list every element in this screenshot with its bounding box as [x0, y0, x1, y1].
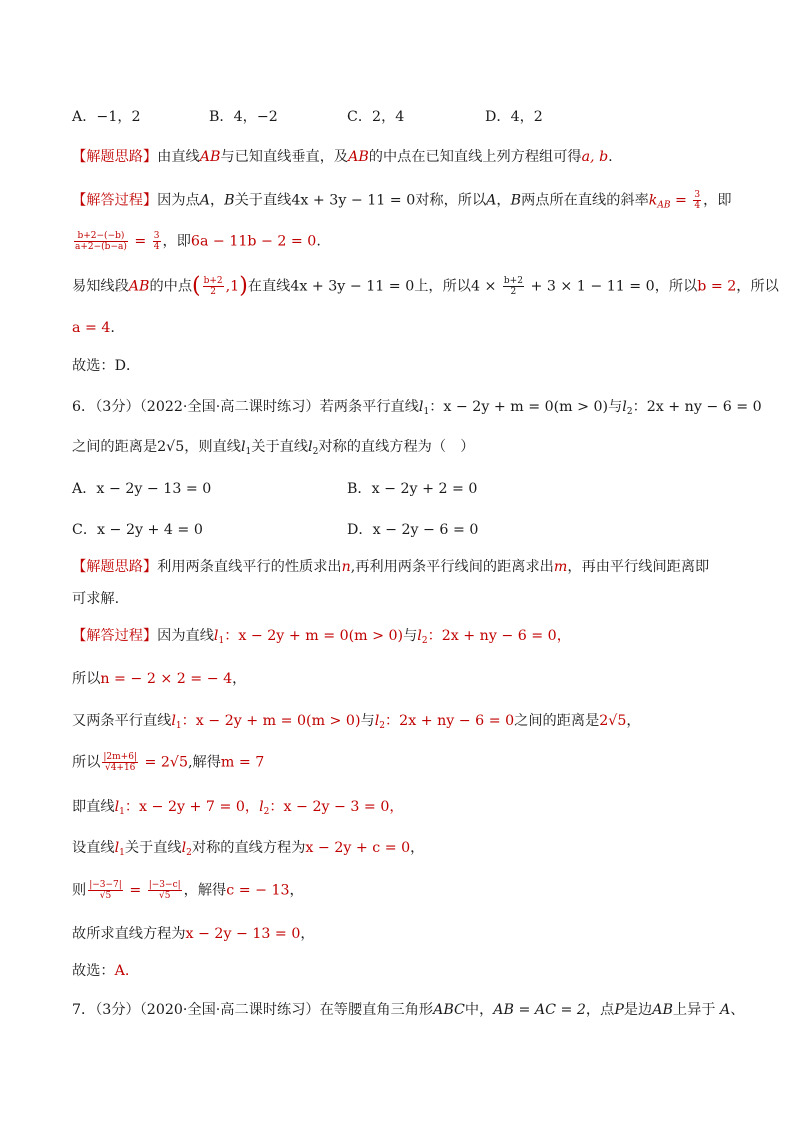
q7-stem-text: 中，: [464, 1002, 494, 1018]
q6-text: 与: [360, 713, 375, 729]
q5-idea-vars: a, b: [581, 149, 609, 165]
q5-option-c: C．2，4: [347, 109, 405, 125]
q6-text: 则: [72, 882, 87, 899]
q6-process-line-5: 即直线$l_1$：x − 2y + 7 = 0，$l_2$：x − 2y − 3 = 0，: [72, 799, 404, 817]
q5-text: ，: [209, 192, 225, 209]
q6-text: 与: [403, 628, 418, 644]
q6-process-tag: 【解答过程】: [72, 628, 158, 644]
q6-text: 关于直线: [124, 840, 182, 856]
q6-idea-m: m: [553, 559, 568, 575]
q7-stem-text: 、: [730, 1002, 745, 1018]
q6-idea-text: 利用两条直线平行的性质求出: [157, 559, 342, 575]
q6-text: ，: [289, 882, 304, 899]
q6-process-line-7: [72, 880, 304, 901]
q6-line-l1: l: [418, 399, 424, 415]
q5-text: .: [316, 233, 321, 250]
q5-option-a: A．−1，2: [72, 109, 141, 125]
q5-idea-text: 由直线: [157, 149, 200, 165]
q6-process-line-6: 设直线$l_1$关于直线$l_2$对称的直线方程为x − 2y + c = 0，: [72, 840, 425, 858]
q5-idea-text: 的中点在已知直线上列方程组可得: [368, 149, 582, 165]
q6-process-line-1: 【解答过程】因为直线$l_1$：x − 2y + m = 0(m > 0)与$l_2$：2x + ny − 6 = 0，: [72, 628, 571, 646]
q6-fraction: $\frac{|-3-7|}{√5}$: [89, 880, 122, 901]
q5-process-line-2: [72, 231, 321, 252]
q7-eq: AB = AC = 2: [493, 1002, 586, 1018]
q6-option-a: A．x − 2y − 13 = 0: [72, 481, 212, 497]
q6-text: 又两条平行直线: [72, 713, 172, 729]
q5-ab: AB: [128, 278, 150, 295]
q6-idea-tag: 【解题思路】: [72, 559, 158, 575]
q6-option-b: B．x − 2y + 2 = 0: [347, 481, 478, 497]
q5-idea-text: 与已知直线垂直，及: [220, 149, 349, 165]
q6-text: 对称的直线方程为: [191, 840, 306, 856]
q7-stem-text: 是边: [623, 1002, 653, 1018]
q6-text: 所以: [72, 671, 101, 687]
q6-option-c: C．x − 2y + 4 = 0: [72, 522, 203, 538]
q5-fraction: $\frac{b+2}{2}$: [503, 276, 523, 297]
q6-eq: x − 2y − 13 = 0: [185, 926, 301, 942]
q5-solution-idea: [72, 147, 613, 167]
q6-idea-n: n: [341, 559, 351, 575]
q5-a-value-line: [72, 318, 115, 338]
q6-distance: 2√5: [599, 713, 627, 729]
q6-answer: 故选：A.: [72, 963, 130, 979]
q6-stem-text: 6．（3分）（2022·全国·高二课时练习）若两条平行直线: [72, 399, 419, 415]
q6-eq: ：2x + ny − 6 = 0，: [427, 628, 571, 644]
q5-idea-ab: AB: [199, 149, 221, 165]
q5-text: 在直线4x + 3y − 11 = 0上，所以4 ×: [247, 278, 501, 295]
q6-text: ，: [410, 840, 425, 856]
q6-solution-idea: [72, 557, 709, 577]
q6-text: ，: [232, 671, 247, 687]
q6-option-d: D．x − 2y − 6 = 0: [347, 522, 479, 538]
q6-c-value: c = − 13: [226, 882, 290, 899]
q5-var: A: [486, 192, 497, 209]
q6-stem-line-1: 6．（3分）（2022·全国·高二课时练习）若两条平行直线$l_1$：x − 2y + m = 0(m > 0)与$l_2$：2x + ny − 6 = 0: [72, 399, 762, 417]
q6-stem-text: ：2x + ny − 6 = 0: [632, 399, 762, 415]
q5-eq: =: [129, 233, 151, 250]
q5-process-tag: 【解答过程】: [72, 192, 158, 209]
q5-text: 因为点: [157, 192, 200, 209]
q6-eq: ：x − 2y + m = 0(m > 0): [224, 628, 404, 644]
q5-text: ，即: [162, 233, 191, 250]
q5-answer: 故选：D．: [72, 358, 141, 374]
q6-eq: ：x − 2y + m = 0(m > 0): [181, 713, 361, 729]
q5-option-d: D．4，2: [485, 109, 543, 125]
q6-stem-text: 之间的距离是2√5，则直线: [72, 439, 241, 455]
q6-text: 即直线: [72, 799, 115, 815]
q7-stem: [72, 1000, 744, 1020]
q5-text: .: [110, 320, 115, 336]
q6-text: 所以: [72, 754, 101, 771]
q6-text: 设直线: [72, 840, 115, 856]
q6-process-line-8: [72, 924, 315, 944]
q6-m-value: m = 7: [220, 754, 265, 771]
q5-idea-ab: AB: [348, 149, 369, 165]
q5-text: + 3 × 1 − 11 = 0，所以: [525, 278, 698, 295]
q5-slope: k: [648, 192, 658, 209]
q7-triangle: ABC: [433, 1002, 465, 1018]
q5-fraction: $\frac{3}{4}$: [694, 190, 701, 211]
q7-stem-text: ，点: [585, 1002, 615, 1018]
q5-a-value: a = 4: [72, 320, 111, 336]
q5-fraction: $\frac{3}{4}$: [153, 231, 160, 252]
q5-var: B: [224, 192, 235, 209]
q6-text: ,解得: [188, 754, 221, 771]
q6-text: 故所求直线方程为: [72, 926, 186, 942]
q6-text: 之间的距离是: [514, 713, 600, 729]
q6-idea-text: ,再利用两条平行线间的距离求出: [350, 559, 554, 575]
q5-var: B: [510, 192, 522, 209]
q5-idea-tag: 【解题思路】: [72, 149, 158, 165]
q6-eq: ：2x + ny − 6 = 0: [384, 713, 515, 729]
q5-text: 的中点: [149, 278, 193, 295]
q6-eq: ：x − 2y − 3 = 0，: [269, 799, 404, 815]
q5-text: ，所以: [736, 278, 779, 295]
q6-idea-text: ，再由平行线间距离即: [567, 559, 710, 575]
q5-equation: 6a − 11b − 2 = 0: [190, 233, 317, 250]
q5-text: 两点所在直线的斜率: [521, 192, 649, 209]
q6-eq: ：x − 2y + 7 = 0，: [124, 799, 260, 815]
q7-point-a: A: [720, 1002, 731, 1018]
q6-process-line-2: [72, 669, 246, 689]
q6-stem-text: 对称的直线方程为（ ）: [318, 439, 475, 455]
q5-text: 关于直线4x + 3y − 11 = 0对称，所以: [234, 192, 487, 209]
q5-idea-text: .: [608, 149, 613, 165]
q6-text: 因为直线: [157, 628, 214, 644]
q5-fraction: $\frac{b+2}{2}$: [203, 276, 223, 297]
q6-eq: x − 2y + c = 0: [305, 840, 411, 856]
q6-fraction: $\frac{|2m+6|}{√4+16}$: [103, 752, 137, 773]
q6-process-line-4: [72, 752, 264, 773]
q6-process-line-3: 又两条平行直线$l_1$：x − 2y + m = 0(m > 0)与$l_2$：2x + ny − 6 = 0之间的距离是2√5，: [72, 713, 641, 731]
q6-line-l2: l: [622, 399, 627, 415]
q6-eq: =: [124, 882, 146, 899]
q5-fraction: $\frac{b+2-(-b)}{a+2-(b-a)}$: [75, 231, 127, 252]
q5-text: ，: [496, 192, 511, 209]
q6-text: ，: [300, 926, 315, 942]
q7-stem-text: 7．（3分）（2020·全国·高二课时练习）在等腰直角三角形: [72, 1002, 434, 1018]
q5-b-value: b = 2: [697, 278, 737, 295]
q5-slope-sub: AB: [657, 200, 671, 211]
q5-process-line-1: [72, 190, 732, 216]
q6-stem-text: 关于直线: [251, 439, 309, 455]
q6-solution-idea-cont: 可求解.: [72, 591, 120, 607]
q5-midpoint-line: [72, 273, 779, 299]
q5-option-b: B．4，−2: [209, 109, 278, 125]
q6-stem-text: ：x − 2y + m = 0(m > 0)与: [429, 399, 623, 415]
q6-eq: = 2√5: [139, 754, 188, 771]
q5-paren: (: [192, 273, 201, 299]
q5-paren: ): [239, 273, 248, 299]
q6-text: ，: [626, 713, 641, 729]
q7-stem-text: 上异于: [672, 1002, 720, 1018]
q7-point-p: P: [614, 1002, 624, 1018]
q6-text: ，解得: [183, 882, 227, 899]
q5-eq: =: [670, 192, 692, 209]
q6-n-value: n = − 2 × 2 = − 4: [100, 671, 233, 687]
q7-side-ab: AB: [652, 1002, 673, 1018]
q5-point: ,1: [225, 278, 240, 295]
q5-text: 易知线段: [72, 278, 129, 295]
q5-text: ，即: [703, 192, 732, 209]
q6-stem-line-2: 之间的距离是2√5，则直线$l_1$关于直线$l_2$对称的直线方程为（ ）: [72, 439, 475, 457]
q5-var: A: [199, 192, 210, 209]
q6-fraction: $\frac{|-3-c|}{√5}$: [148, 880, 181, 901]
